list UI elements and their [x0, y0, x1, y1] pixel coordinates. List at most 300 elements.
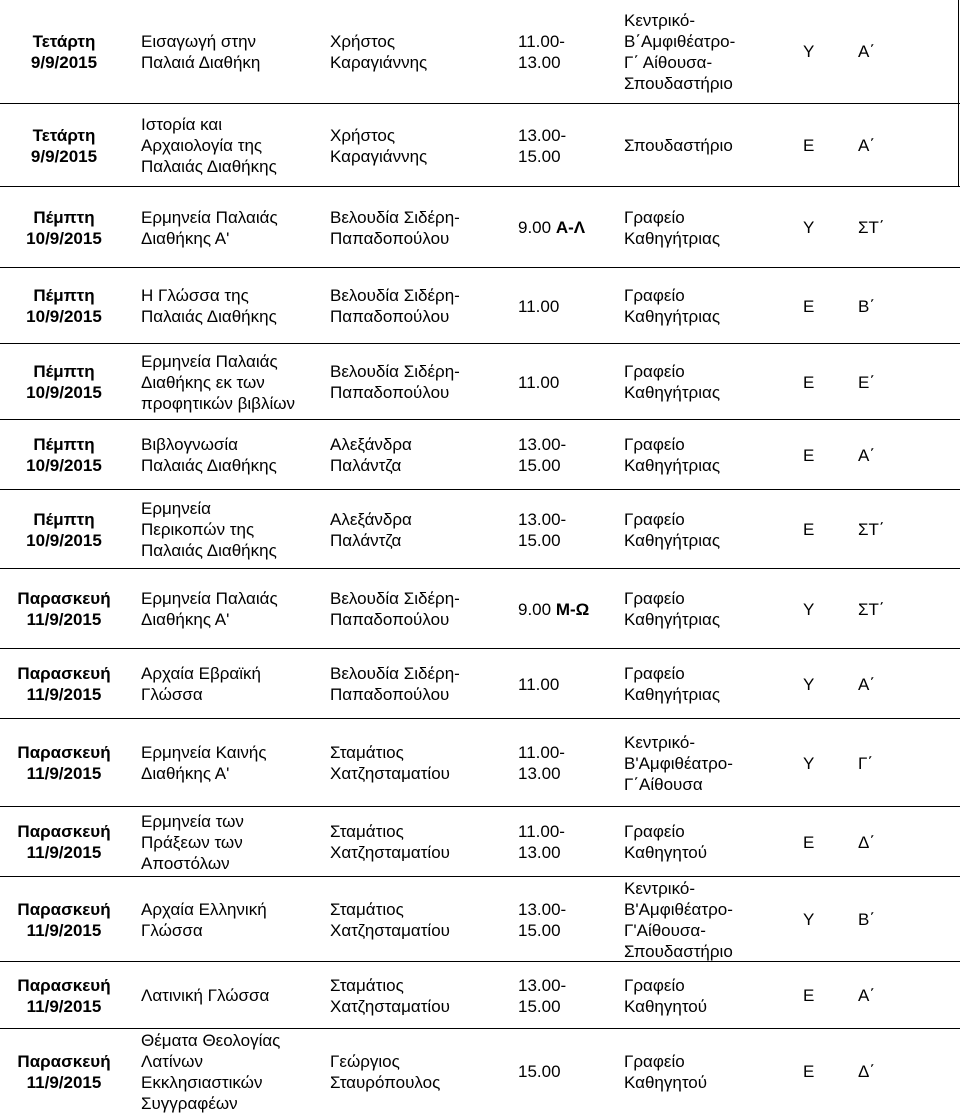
- professor-name-line: Σταυρόπουλος: [330, 1072, 441, 1092]
- exam-date: 10/9/2015: [26, 456, 102, 475]
- course-title: [141, 742, 267, 784]
- time-line: 15.00: [518, 146, 561, 166]
- room-line: Κεντρικό-: [624, 878, 695, 898]
- room-line: Καθηγητού: [624, 1072, 708, 1092]
- course-title: [141, 351, 295, 414]
- professor-name-line: Βελουδία Σιδέρη-: [330, 589, 460, 608]
- day-name: Παρασκευή: [17, 664, 111, 683]
- professor-name-line: Βελουδία Σιδέρη-: [330, 664, 460, 683]
- table-row: [0, 489, 960, 569]
- professor-cell: [330, 719, 500, 807]
- room-line: Γραφείο: [624, 362, 685, 381]
- table-row: [0, 568, 960, 649]
- professor-cell: [330, 344, 500, 420]
- professor-name-line: Παπαδοπούλου: [330, 685, 450, 704]
- day-name: Τετάρτη: [32, 125, 96, 145]
- professor-cell: [330, 807, 500, 877]
- professor-name-line: Αλεξάνδρα: [330, 435, 412, 454]
- time-line: 11.00-: [518, 822, 565, 841]
- professor-cell: [330, 569, 500, 649]
- day-name: Παρασκευή: [17, 899, 111, 919]
- time-line: 15.00: [518, 530, 561, 550]
- semester-cell: [858, 962, 928, 1029]
- course-title: [141, 899, 267, 941]
- day-cell: [0, 649, 128, 719]
- course-type: Ε: [803, 445, 815, 465]
- course-title: [141, 811, 244, 874]
- exam-date: 11/9/2015: [26, 920, 102, 940]
- professor-name-line: Παπαδοπούλου: [330, 228, 450, 248]
- course-type-cell: [803, 649, 833, 719]
- course-type-cell: [803, 490, 833, 569]
- course-title-line: Ιστορία και: [141, 115, 223, 134]
- professor-cell: [330, 420, 500, 490]
- course-type-cell: [803, 0, 833, 103]
- course-title-line: Συγγραφέων: [141, 1093, 238, 1113]
- room-line: Β'Αμφιθέατρο-: [624, 753, 733, 773]
- time-line: 15.00: [518, 1062, 561, 1081]
- course-title-line: προφητικών βιβλίων: [141, 393, 295, 413]
- course-type: Υ: [803, 674, 815, 694]
- time-line: [518, 599, 589, 620]
- room-line: Γραφείο: [624, 975, 685, 995]
- exam-date: 11/9/2015: [26, 610, 102, 629]
- day-name: Παρασκευή: [17, 589, 111, 608]
- table-row: [0, 186, 960, 268]
- room-cell: [624, 569, 784, 649]
- room-cell: [624, 420, 784, 490]
- exam-date: 11/9/2015: [26, 685, 102, 704]
- course-title-line: Αρχαιολογία της: [141, 136, 263, 155]
- table-row: [0, 103, 960, 187]
- course-type: Ε: [803, 372, 815, 392]
- room-line: Καθηγήτριας: [624, 383, 721, 402]
- time-line: 15.00: [518, 996, 561, 1016]
- time-cell: [518, 268, 608, 344]
- course-title-line: Ερμηνεία των: [141, 811, 244, 831]
- professor-cell: [330, 187, 500, 268]
- room-line: Καθηγήτριας: [624, 228, 721, 248]
- room-line: Γραφείο: [624, 1051, 685, 1071]
- semester-cell: [858, 187, 928, 268]
- room-line: Γραφείο: [624, 207, 685, 227]
- room-line: Γραφείο: [624, 435, 685, 454]
- course-type-cell: [803, 187, 833, 268]
- professor-name-line: Γεώργιος: [330, 1051, 400, 1071]
- room-cell: [624, 268, 784, 344]
- course-title: [141, 114, 277, 177]
- course-type: Ε: [803, 296, 815, 316]
- time-line: 13.00: [518, 52, 561, 72]
- course-title-line: Διαθήκης Α': [141, 610, 230, 629]
- time-cell: [518, 420, 608, 490]
- semester: Α΄: [858, 445, 875, 465]
- room-line: Σπουδαστήριο: [624, 941, 733, 961]
- course-title-line: Παλαιάς Διαθήκης: [141, 307, 277, 326]
- professor-name-line: Χρήστος: [330, 31, 396, 51]
- time-line: 11.00-: [518, 743, 565, 762]
- room-line: Γ΄Αίθουσα: [624, 774, 703, 794]
- semester-cell: [858, 268, 928, 344]
- professor-name-line: Χατζησταματίου: [330, 843, 450, 862]
- day-cell: [0, 719, 128, 807]
- room-line: Γ΄ Αίθουσα-: [624, 52, 713, 72]
- time-line: [518, 217, 585, 238]
- course-type-cell: [803, 1029, 833, 1114]
- day-cell: [0, 490, 128, 569]
- course-cell: [141, 962, 319, 1029]
- room-line: Καθηγήτριας: [624, 685, 721, 704]
- course-type-cell: [803, 719, 833, 807]
- course-type: Υ: [803, 753, 815, 773]
- table-row: [0, 806, 960, 877]
- course-type-cell: [803, 877, 833, 962]
- room-line: Σπουδαστήριο: [624, 136, 733, 155]
- semester-cell: [858, 1029, 928, 1114]
- day-cell: [0, 0, 128, 103]
- day-name: Πέμπτη: [33, 362, 95, 381]
- time-cell: [518, 877, 608, 962]
- professor-name-line: Παλάντζα: [330, 456, 402, 475]
- professor-name-line: Σταμάτιος: [330, 822, 404, 841]
- time-line: 15.00: [518, 920, 561, 940]
- table-row: [0, 876, 960, 962]
- semester-cell: [858, 104, 928, 187]
- room-line: Σπουδαστήριο: [624, 73, 733, 93]
- room-line: Γραφείο: [624, 509, 685, 529]
- room-line: Β'Αμφιθέατρο-: [624, 899, 733, 919]
- exam-date: 10/9/2015: [26, 228, 102, 248]
- time-cell: [518, 490, 608, 569]
- room-cell: [624, 719, 784, 807]
- course-type: Υ: [803, 218, 815, 237]
- professor-name-line: Παλάντζα: [330, 530, 402, 550]
- time-cell: [518, 962, 608, 1029]
- professor-cell: [330, 104, 500, 187]
- course-cell: [141, 187, 319, 268]
- course-title-line: Γλώσσα: [141, 920, 203, 940]
- day-name: Παρασκευή: [17, 743, 111, 762]
- semester: Α΄: [858, 42, 875, 61]
- room-line: Καθηγήτριας: [624, 530, 721, 550]
- time-cell: [518, 104, 608, 187]
- time-line: 13.00: [518, 764, 561, 783]
- course-type: Υ: [803, 42, 815, 61]
- room-line: Καθηγητού: [624, 996, 708, 1016]
- room-cell: [624, 344, 784, 420]
- time-line: 13.00-: [518, 509, 567, 529]
- course-title-line: Παλαιά Διαθήκη: [141, 52, 261, 72]
- course-cell: [141, 420, 319, 490]
- course-cell: [141, 877, 319, 962]
- course-title-line: Αποστόλων: [141, 853, 230, 873]
- time-line: 15.00: [518, 456, 561, 475]
- course-type-cell: [803, 104, 833, 187]
- course-cell: [141, 0, 319, 103]
- course-type: Ε: [803, 832, 815, 852]
- semester-cell: [858, 490, 928, 569]
- room-line: Κεντρικό-: [624, 10, 695, 30]
- professor-name-line: Σταμάτιος: [330, 743, 404, 762]
- course-title-line: Ερμηνεία Παλαιάς: [141, 207, 278, 227]
- time-line: 13.00-: [518, 435, 567, 454]
- course-title-line: Παλαιάς Διαθήκης: [141, 157, 277, 176]
- professor-name-line: Χατζησταματίου: [330, 920, 450, 940]
- room-line: Καθηγήτριας: [624, 610, 721, 629]
- day-name: Τετάρτη: [32, 31, 96, 51]
- course-title-line: Η Γλώσσα της: [141, 286, 249, 305]
- table-row: [0, 343, 960, 420]
- exam-date: 9/9/2015: [30, 52, 98, 72]
- room-line: Β΄Αμφιθέατρο-: [624, 31, 736, 51]
- day-name: Παρασκευή: [17, 975, 111, 995]
- course-title-line: Λατινική Γλώσσα: [141, 986, 270, 1005]
- day-cell: [0, 962, 128, 1029]
- day-cell: [0, 1029, 128, 1114]
- semester-cell: [858, 420, 928, 490]
- exam-date: 11/9/2015: [26, 996, 102, 1016]
- room-line: Γ'Αίθουσα-: [624, 920, 706, 940]
- course-title-line: Παλαιάς Διαθήκης: [141, 456, 277, 475]
- exam-date: 10/9/2015: [26, 383, 102, 402]
- course-title-line: Εκκλησιαστικών: [141, 1072, 263, 1092]
- time-line: 11.00: [518, 674, 560, 694]
- course-type: Ε: [803, 1062, 815, 1081]
- course-title: [141, 207, 278, 249]
- course-cell: [141, 344, 319, 420]
- course-title-line: Θέματα Θεολογίας: [141, 1030, 281, 1050]
- semester-cell: [858, 807, 928, 877]
- professor-name-line: Αλεξάνδρα: [330, 509, 412, 529]
- course-type-cell: [803, 962, 833, 1029]
- table-row: [0, 267, 960, 344]
- professor-name-line: Σταμάτιος: [330, 975, 404, 995]
- time-value: 9.00: [518, 599, 552, 619]
- day-name: Πέμπτη: [33, 435, 95, 454]
- semester-cell: [858, 0, 928, 103]
- table-row: [0, 0, 960, 103]
- day-cell: [0, 187, 128, 268]
- table-row: [0, 419, 960, 490]
- professor-name-line: Καραγιάννης: [330, 146, 428, 166]
- course-cell: [141, 490, 319, 569]
- room-line: Κεντρικό-: [624, 732, 695, 752]
- course-type: Υ: [803, 910, 815, 929]
- professor-cell: [330, 0, 500, 103]
- table-row: [0, 961, 960, 1029]
- exam-date: 11/9/2015: [26, 843, 102, 862]
- room-cell: [624, 187, 784, 268]
- course-type-cell: [803, 807, 833, 877]
- course-title-line: Ερμηνεία: [141, 499, 211, 518]
- semester: Δ΄: [858, 1062, 876, 1081]
- course-type: Ε: [803, 136, 815, 155]
- professor-cell: [330, 877, 500, 962]
- room-line: Γραφείο: [624, 664, 685, 683]
- professor-cell: [330, 649, 500, 719]
- course-cell: [141, 268, 319, 344]
- room-line: Γραφείο: [624, 822, 685, 841]
- professor-name-line: Παπαδοπούλου: [330, 307, 450, 326]
- professor-name-line: Χατζησταματίου: [330, 996, 450, 1016]
- professor-name-line: Παπαδοπούλου: [330, 610, 450, 629]
- course-title: [141, 588, 278, 630]
- table-border: [958, 0, 959, 186]
- time-group-label: Α-Λ: [555, 218, 586, 237]
- time-cell: [518, 649, 608, 719]
- time-cell: [518, 0, 608, 103]
- semester: Α΄: [858, 986, 875, 1005]
- professor-name-line: Παπαδοπούλου: [330, 383, 450, 402]
- semester: ΣΤ΄: [858, 218, 885, 237]
- time-cell: [518, 1029, 608, 1114]
- semester-cell: [858, 569, 928, 649]
- course-title-line: Ερμηνεία Παλαιάς: [141, 589, 278, 608]
- semester: Β΄: [858, 910, 875, 929]
- course-title: [141, 985, 269, 1006]
- time-group-label: Μ-Ω: [555, 599, 590, 619]
- course-cell: [141, 569, 319, 649]
- day-name: Παρασκευή: [17, 1051, 111, 1071]
- table-row: [0, 718, 960, 807]
- room-line: Καθηγήτριας: [624, 456, 721, 475]
- course-title-line: Αρχαία Ελληνική: [141, 899, 267, 919]
- course-title: [141, 663, 261, 705]
- room-cell: [624, 962, 784, 1029]
- room-line: Καθηγήτριας: [624, 307, 721, 326]
- day-cell: [0, 569, 128, 649]
- course-title-line: Πράξεων των: [141, 832, 243, 852]
- day-cell: [0, 104, 128, 187]
- course-type-cell: [803, 420, 833, 490]
- professor-name-line: Βελουδία Σιδέρη-: [330, 286, 460, 305]
- room-cell: [624, 807, 784, 877]
- course-type: Ε: [803, 520, 815, 539]
- professor-name-line: Σταμάτιος: [330, 899, 404, 919]
- course-title: [141, 31, 260, 73]
- time-cell: [518, 344, 608, 420]
- time-line: 11.00-: [518, 31, 565, 51]
- course-title-line: Αρχαία Εβραϊκή: [141, 664, 261, 683]
- semester-cell: [858, 344, 928, 420]
- exam-date: 11/9/2015: [26, 1072, 102, 1092]
- room-line: Γραφείο: [624, 589, 685, 608]
- room-cell: [624, 1029, 784, 1114]
- professor-name-line: Βελουδία Σιδέρη-: [330, 207, 460, 227]
- day-name: Πέμπτη: [33, 509, 95, 529]
- day-name: Πέμπτη: [33, 286, 95, 305]
- exam-date: 10/9/2015: [26, 530, 102, 550]
- course-title: [141, 285, 277, 327]
- exam-date: 10/9/2015: [26, 307, 102, 326]
- professor-name-line: Καραγιάννης: [330, 52, 428, 72]
- day-cell: [0, 268, 128, 344]
- semester: Γ΄: [858, 753, 874, 773]
- room-cell: [624, 104, 784, 187]
- time-line: 13.00: [518, 843, 561, 862]
- course-cell: [141, 807, 319, 877]
- semester: Ε΄: [858, 372, 875, 392]
- course-title-line: Εισαγωγή στην: [141, 31, 257, 51]
- time-cell: [518, 187, 608, 268]
- professor-cell: [330, 962, 500, 1029]
- semester: Α΄: [858, 674, 875, 694]
- room-cell: [624, 490, 784, 569]
- time-line: 11.00: [518, 372, 560, 392]
- time-line: 13.00-: [518, 975, 567, 995]
- day-name: Πέμπτη: [33, 207, 95, 227]
- course-title: [141, 434, 277, 476]
- semester: ΣΤ΄: [858, 599, 885, 619]
- time-line: 13.00-: [518, 125, 567, 145]
- day-cell: [0, 877, 128, 962]
- course-title-line: Λατίνων: [141, 1051, 203, 1071]
- day-cell: [0, 344, 128, 420]
- exam-date: 11/9/2015: [26, 764, 102, 783]
- course-type-cell: [803, 569, 833, 649]
- semester-cell: [858, 719, 928, 807]
- course-title-line: Παλαιάς Διαθήκης: [141, 541, 277, 560]
- professor-name-line: Χρήστος: [330, 125, 396, 145]
- course-title-line: Ερμηνεία Καινής: [141, 743, 267, 762]
- exam-date: 9/9/2015: [30, 146, 98, 166]
- day-name: Παρασκευή: [17, 822, 111, 841]
- course-title-line: Διαθήκης Α': [141, 764, 230, 783]
- course-type-cell: [803, 344, 833, 420]
- table-row: [0, 648, 960, 719]
- course-title-line: Ερμηνεία Παλαιάς: [141, 351, 278, 371]
- semester-cell: [858, 877, 928, 962]
- day-cell: [0, 807, 128, 877]
- table-row: [0, 1028, 960, 1114]
- semester: ΣΤ΄: [858, 520, 885, 539]
- professor-name-line: Χατζησταματίου: [330, 764, 450, 783]
- time-line: 13.00-: [518, 899, 567, 919]
- course-title-line: Βιβλογνωσία: [141, 435, 238, 454]
- professor-cell: [330, 268, 500, 344]
- room-cell: [624, 649, 784, 719]
- time-line: 11.00: [518, 296, 560, 316]
- course-cell: [141, 649, 319, 719]
- course-title-line: Διαθήκης Α': [141, 228, 230, 248]
- course-title-line: Διαθήκης εκ των: [141, 372, 265, 392]
- semester-cell: [858, 649, 928, 719]
- time-cell: [518, 719, 608, 807]
- professor-cell: [330, 1029, 500, 1114]
- time-cell: [518, 569, 608, 649]
- course-title: [141, 1030, 280, 1114]
- course-type: Υ: [803, 599, 815, 619]
- room-cell: [624, 877, 784, 962]
- semester: Δ΄: [858, 832, 876, 852]
- time-cell: [518, 807, 608, 877]
- semester: Β΄: [858, 296, 875, 316]
- room-line: Γραφείο: [624, 286, 685, 305]
- course-cell: [141, 1029, 319, 1114]
- day-cell: [0, 420, 128, 490]
- course-cell: [141, 719, 319, 807]
- course-title-line: Περικοπών της: [141, 520, 255, 539]
- course-type-cell: [803, 268, 833, 344]
- room-cell: [624, 0, 784, 103]
- semester: Α΄: [858, 136, 875, 155]
- course-title: [141, 498, 277, 561]
- professor-cell: [330, 490, 500, 569]
- course-cell: [141, 104, 319, 187]
- course-title-line: Γλώσσα: [141, 685, 203, 704]
- professor-name-line: Βελουδία Σιδέρη-: [330, 362, 460, 381]
- course-type: Ε: [803, 986, 815, 1005]
